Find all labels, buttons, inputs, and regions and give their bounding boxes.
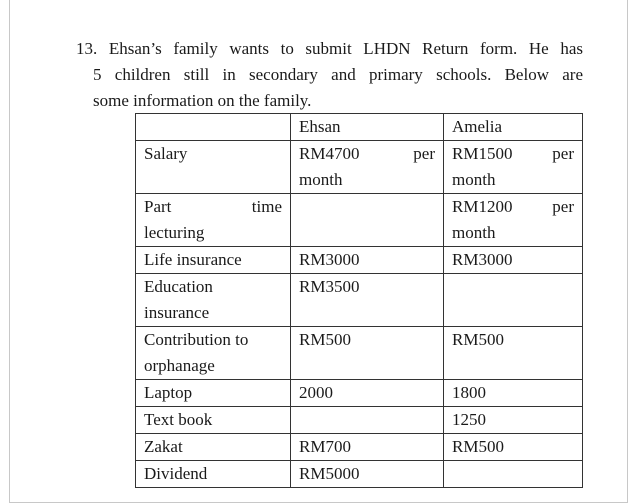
- table-row-salary: [136, 141, 583, 194]
- question-line-2: 5 children still in secondary and primary schools. Below are: [93, 65, 583, 84]
- amelia-cell: [444, 461, 583, 488]
- item-cell: Text book: [136, 407, 291, 434]
- amelia-cell: RM500: [444, 327, 583, 380]
- amelia-cell: [444, 141, 583, 194]
- ehsan-per: per: [413, 144, 435, 163]
- table-row-zakat: [136, 434, 583, 461]
- amelia-per: per: [552, 144, 574, 163]
- amelia-per: per: [552, 197, 574, 216]
- ehsan-cell: [291, 141, 444, 194]
- item-cell: Life insurance: [136, 247, 291, 274]
- amelia-cell: 1250: [444, 407, 583, 434]
- table-row-contribution-orphanage: [136, 327, 583, 380]
- item-cell: Zakat: [136, 434, 291, 461]
- amelia-cell: [444, 194, 583, 247]
- item-cell: [136, 141, 291, 194]
- ehsan-cell: RM500: [291, 327, 444, 380]
- item-label-line2: lecturing: [144, 223, 205, 242]
- amelia-cell: [444, 274, 583, 327]
- item-label-part: Part: [144, 197, 172, 216]
- item-cell: Laptop: [136, 380, 291, 407]
- question-line-1: 13. Ehsan’s family wants to submit LHDN Return form. He has: [76, 39, 583, 58]
- question-text: [76, 36, 583, 114]
- item-cell: Dividend: [136, 461, 291, 488]
- ehsan-cell: [291, 194, 444, 247]
- ehsan-unit: month: [299, 170, 343, 189]
- amelia-amount: RM1200: [452, 197, 513, 216]
- amelia-cell: 1800: [444, 380, 583, 407]
- item-label-line2: insurance: [144, 303, 210, 322]
- table-row-laptop: [136, 380, 583, 407]
- ehsan-amount: RM4700: [299, 144, 360, 163]
- item-label-line1: Education: [144, 277, 213, 296]
- ehsan-cell: RM3000: [291, 247, 444, 274]
- item-label-line1: Contribution to: [144, 330, 249, 349]
- item-label: Salary: [144, 144, 188, 163]
- table-header-row: [136, 114, 583, 141]
- table-row-life-insurance: [136, 247, 583, 274]
- table-row-text-book: [136, 407, 583, 434]
- table-row-dividend: [136, 461, 583, 488]
- header-cell-blank: [136, 114, 291, 141]
- ehsan-cell: 2000: [291, 380, 444, 407]
- amelia-unit: month: [452, 223, 496, 242]
- amelia-cell: RM500: [444, 434, 583, 461]
- header-cell-amelia: Amelia: [444, 114, 583, 141]
- amelia-unit: month: [452, 170, 496, 189]
- header-cell-ehsan: Ehsan: [291, 114, 444, 141]
- ehsan-cell: RM3500: [291, 274, 444, 327]
- family-info-table: [135, 113, 583, 488]
- table-row-part-time-lecturing: [136, 194, 583, 247]
- item-cell: [136, 327, 291, 380]
- question-line-3: some information on the family.: [93, 91, 312, 110]
- ehsan-cell: RM700: [291, 434, 444, 461]
- item-label-time: time: [251, 197, 282, 216]
- ehsan-cell: [291, 407, 444, 434]
- ehsan-cell: RM5000: [291, 461, 444, 488]
- amelia-cell: RM3000: [444, 247, 583, 274]
- item-cell: [136, 194, 291, 247]
- amelia-amount: RM1500: [452, 144, 513, 163]
- item-cell: [136, 274, 291, 327]
- item-label-line2: orphanage: [144, 356, 215, 375]
- table-row-education-insurance: [136, 274, 583, 327]
